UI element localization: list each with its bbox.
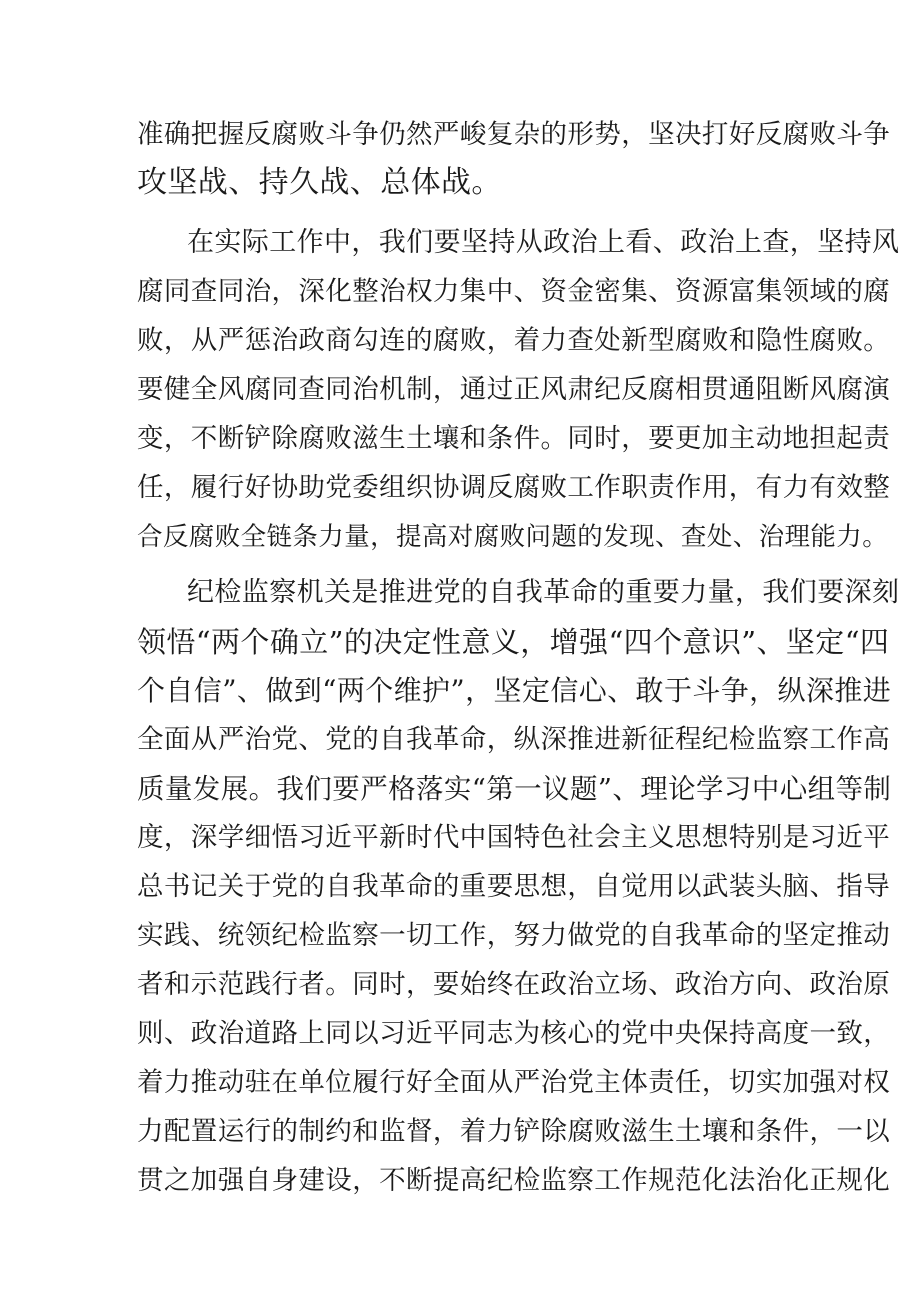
text-line-1: 准确把握反腐败斗争仍然严峻复杂的形势，坚决打好反腐败斗争 xyxy=(137,119,891,150)
text-line-5: 败，从严惩治政商勾连的腐败，着力查处新型腐败和隐性腐败。 xyxy=(137,325,891,356)
text-line-2: 攻坚战、持久战、总体战。 xyxy=(137,165,502,200)
text-line-12: 个自信”、做到“两个维护”，坚定信心、敢于斗争，纵深推进 xyxy=(137,674,892,707)
text-line-18: 者和示范践行者。同时，要始终在政治立场、政治方向、政治原 xyxy=(137,969,891,1000)
text-line-7: 变，不断铲除腐败滋生土壤和条件。同时，要更加主动地担起责 xyxy=(137,423,891,454)
text-line-22: 贯之加强自身建设，不断提高纪检监察工作规范化法治化正规化 xyxy=(137,1165,891,1196)
text-line-8: 任，履行好协助党委组织协调反腐败工作职责作用，有力有效整 xyxy=(137,472,891,503)
text-line-14: 质量发展。我们要严格落实“第一议题”、理论学习中心组等制 xyxy=(137,773,892,805)
text-line-10: 纪检监察机关是推进党的自我革命的重要力量，我们要深刻 xyxy=(187,577,900,608)
text-line-16: 总书记关于党的自我革命的重要思想，自觉用以武装头脑、指导 xyxy=(137,871,891,902)
text-line-3: 在实际工作中，我们要坚持从政治上看、政治上查，坚持风 xyxy=(187,227,900,258)
text-line-17: 实践、统领纪检监察一切工作，努力做党的自我革命的坚定推动 xyxy=(137,920,891,951)
text-line-13: 全面从严治党、党的自我革命，纵深推进新征程纪检监察工作高 xyxy=(137,724,891,755)
text-line-21: 力配置运行的制约和监督，着力铲除腐败滋生土壤和条件，一以 xyxy=(137,1116,891,1147)
text-line-19: 则、政治道路上同以习近平同志为核心的党中央保持高度一致， xyxy=(137,1018,891,1049)
text-line-11: 领悟“两个确立”的决定性意义，增强“四个意识”、坚定“四 xyxy=(137,625,890,659)
text-line-20: 着力推动驻在单位履行好全面从严治党主体责任，切实加强对权 xyxy=(137,1067,891,1098)
text-line-6: 要健全风腐同查同治机制，通过正风肃纪反腐相贯通阻断风腐演 xyxy=(137,374,891,405)
text-line-9: 合反腐败全链条力量，提高对腐败问题的发现、查处、治理能力。 xyxy=(137,522,889,552)
text-line-4: 腐同查同治，深化整治权力集中、资金密集、资源富集领域的腐 xyxy=(137,276,891,307)
text-line-15: 度，深学细悟习近平新时代中国特色社会主义思想特别是习近平 xyxy=(137,822,891,853)
